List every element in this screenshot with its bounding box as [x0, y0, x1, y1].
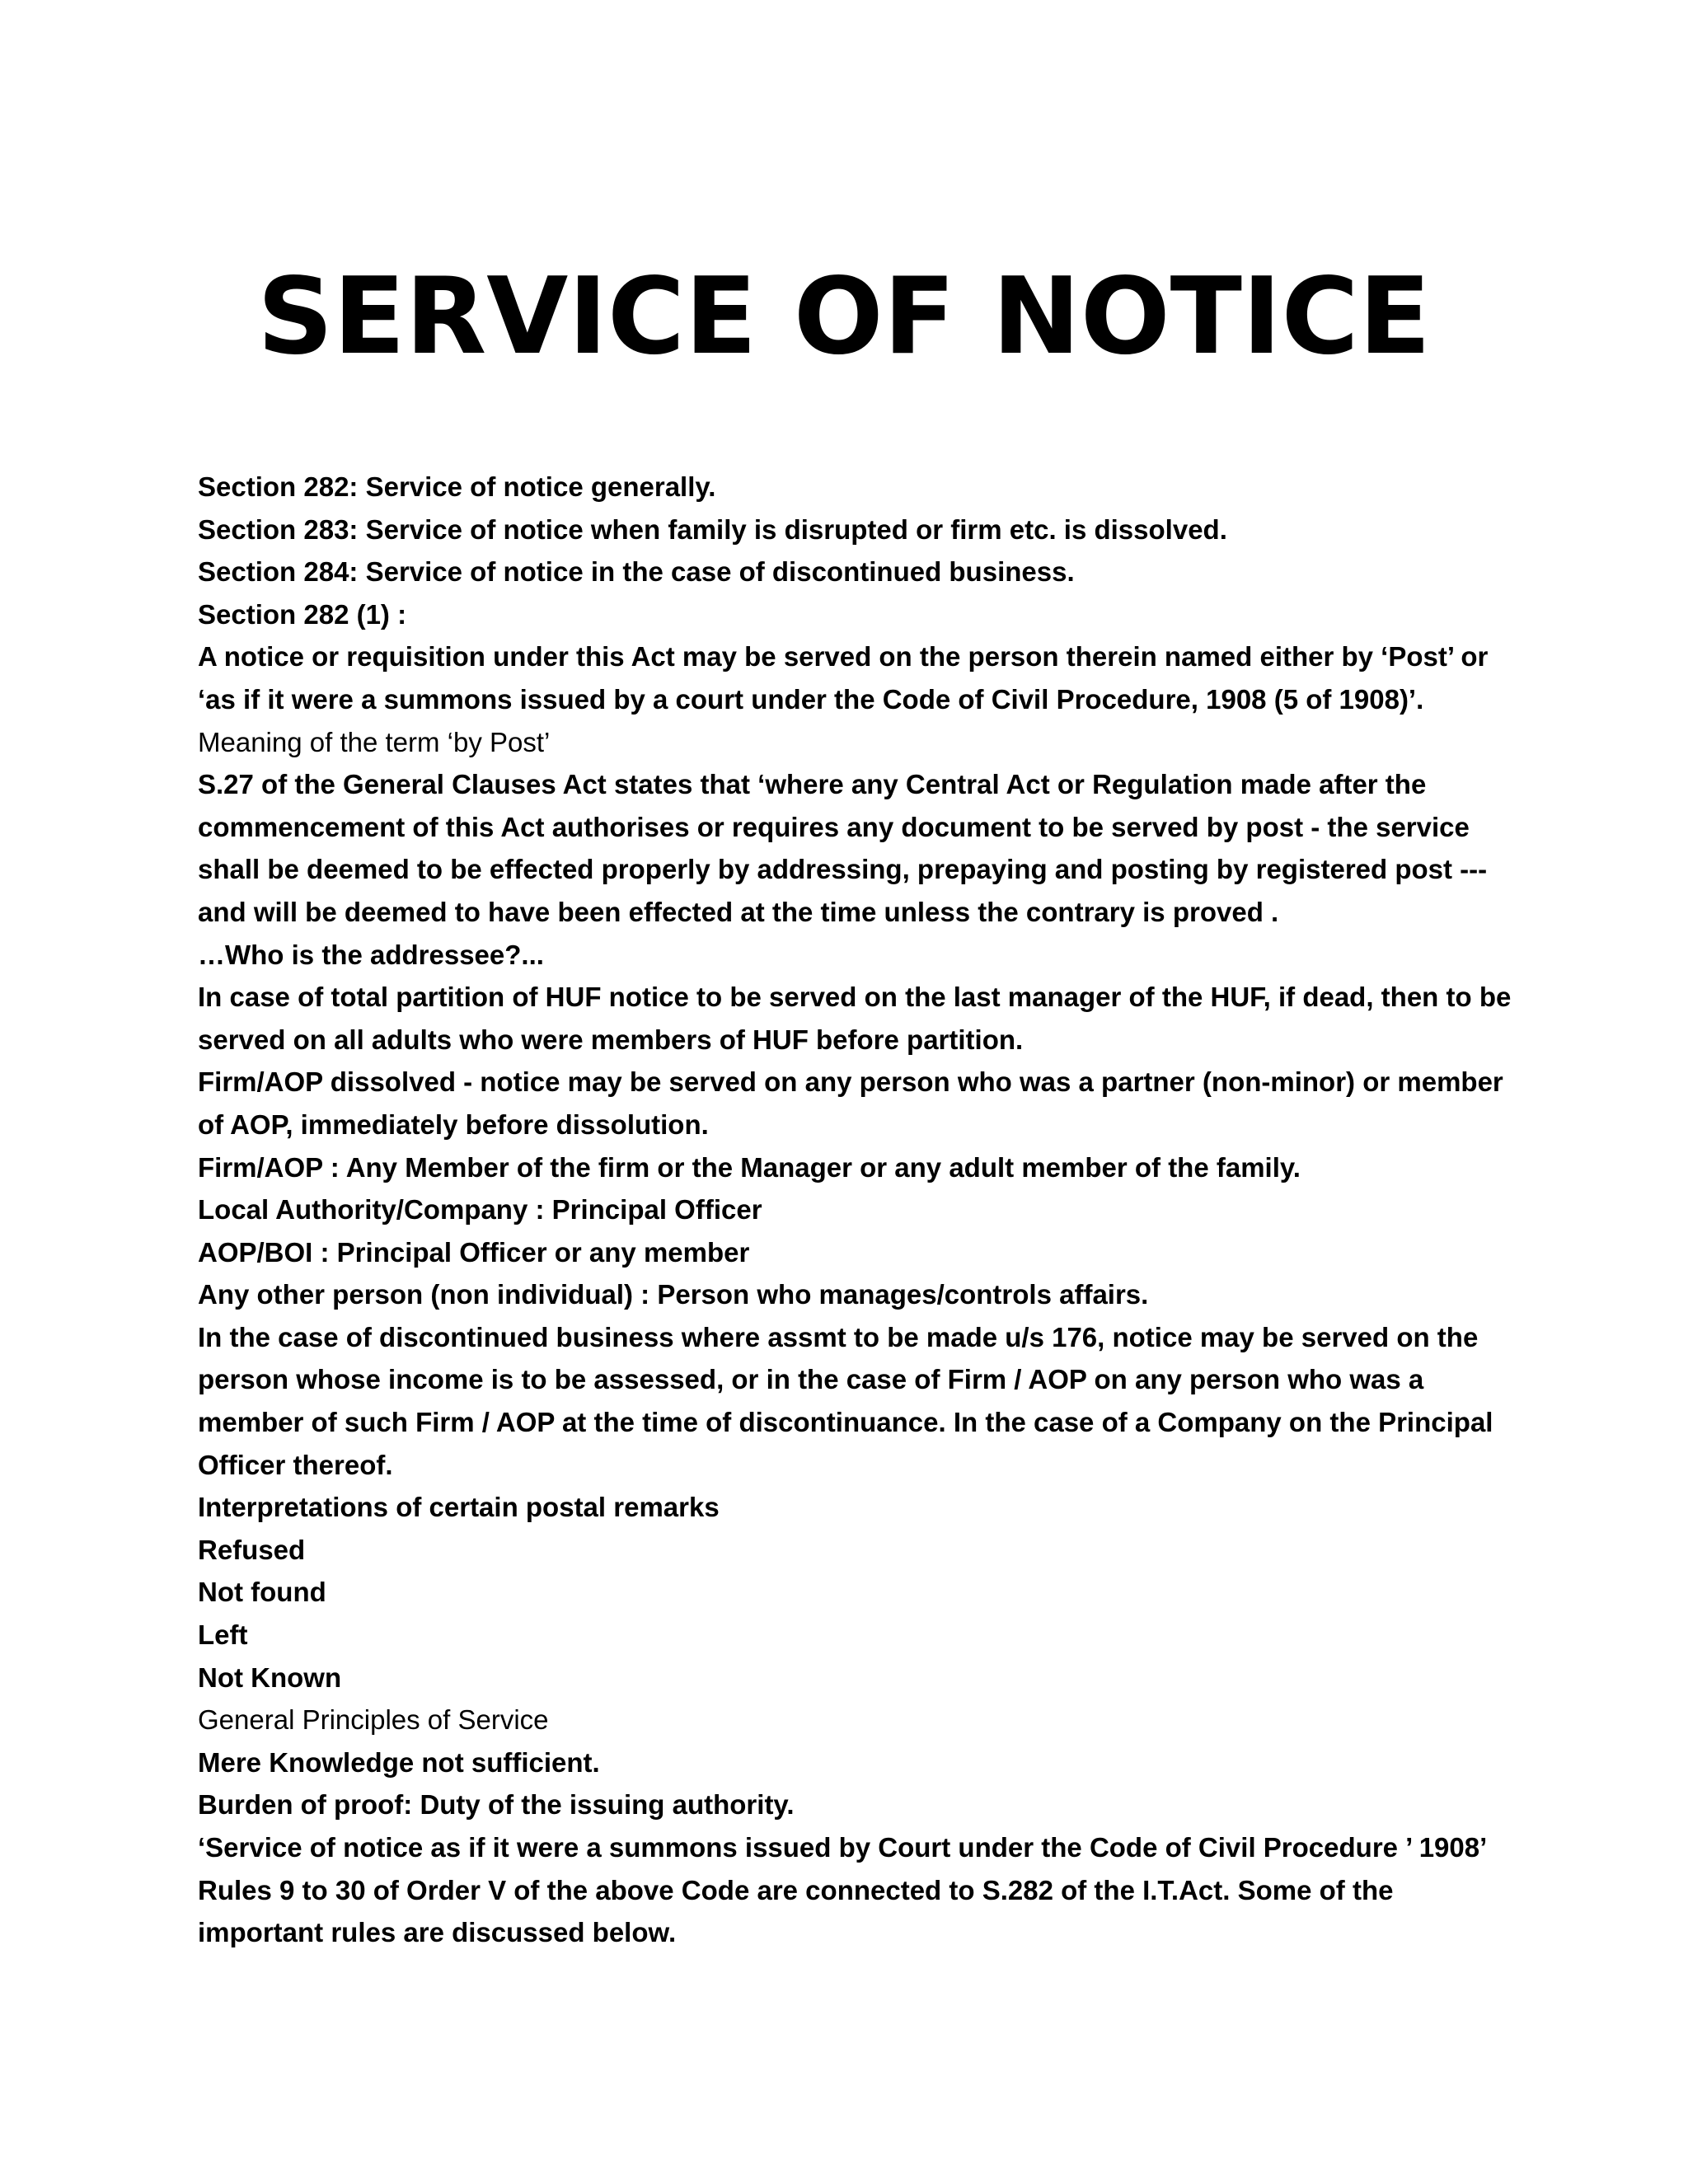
text-line: Rules 9 to 30 of Order V of the above Code are connected to S.282 of the I.T.Act. Some of the: [198, 1874, 1394, 1905]
text-line: S.27 of the General Clauses Act states that ‘where any Central Act or Regulation made after the: [198, 769, 1427, 800]
text-line: member of such Firm / AOP at the time of discontinuance. In the case of a Company on the Principal: [198, 1407, 1493, 1438]
text-line: General Principles of Service: [198, 1704, 549, 1736]
text-line: In the case of discontinued business where assmt to be made u/s 176, notice may be served on the: [198, 1321, 1479, 1352]
text-line: Firm/AOP dissolved - notice may be served on any person who was a partner (non-minor) or member: [198, 1066, 1503, 1098]
text-line: of AOP, immediately before dissolution.: [198, 1108, 709, 1140]
text-line: Refused: [198, 1534, 306, 1565]
text-line: Local Authority/Company : Principal Officer: [198, 1194, 762, 1226]
text-line: In case of total partition of HUF notice to be served on the last manager of the HUF, if dead, then to be: [198, 982, 1512, 1013]
text-line: Left: [198, 1619, 248, 1651]
text-line: commencement of this Act authorises or requires any document to be served by post - the service: [198, 811, 1470, 842]
text-line: shall be deemed to be effected properly by addressing, prepaying and posting by registered post ---: [198, 854, 1488, 885]
text-line: Not Known: [198, 1661, 342, 1693]
text-line: Any other person (non individual) : Person who manages/controls affairs.: [198, 1279, 1149, 1310]
text-line: Section 283: Service of notice when family is disrupted or firm etc. is dissolved.: [198, 513, 1227, 545]
text-line: Meaning of the term ‘by Post’: [198, 726, 551, 757]
text-line: Section 284: Service of notice in the case of discontinued business.: [198, 556, 1075, 588]
text-line: Interpretations of certain postal remarks: [198, 1492, 720, 1523]
text-line: ‘as if it were a summons issued by a court under the Code of Civil Procedure, 1908 (5 of 1908)’.: [198, 683, 1424, 715]
text-line: Section 282 (1) :: [198, 598, 407, 630]
document-body: [198, 466, 1517, 1954]
text-line: Burden of proof: Duty of the issuing authority.: [198, 1789, 795, 1821]
text-line: A notice or requisition under this Act may be served on the person therein named either by ‘Post’ or: [198, 641, 1489, 673]
text-line: Not found: [198, 1577, 326, 1608]
text-line: Mere Knowledge not sufficient.: [198, 1746, 600, 1778]
text-line: served on all adults who were members of HUF before partition.: [198, 1024, 1024, 1055]
text-line: and will be deemed to have been effected at the time unless the contrary is proved .: [198, 896, 1279, 927]
text-line: …Who is the addressee?...: [198, 939, 544, 970]
text-line: AOP/BOI : Principal Officer or any member: [198, 1236, 750, 1268]
text-line: Section 282: Service of notice generally.: [198, 471, 716, 502]
text-line: Officer thereof.: [198, 1449, 393, 1480]
text-line: ‘Service of notice as if it were a summons issued by Court under the Code of Civil Procedure ’ 1908’: [198, 1832, 1488, 1863]
text-line: Firm/AOP : Any Member of the firm or the Manager or any adult member of the family.: [198, 1151, 1301, 1183]
text-line: important rules are discussed below.: [198, 1917, 677, 1948]
page-title: SERVICE OF NOTICE: [257, 255, 1431, 378]
text-line: person whose income is to be assessed, or in the case of Firm / AOP on any person who was a: [198, 1364, 1424, 1395]
